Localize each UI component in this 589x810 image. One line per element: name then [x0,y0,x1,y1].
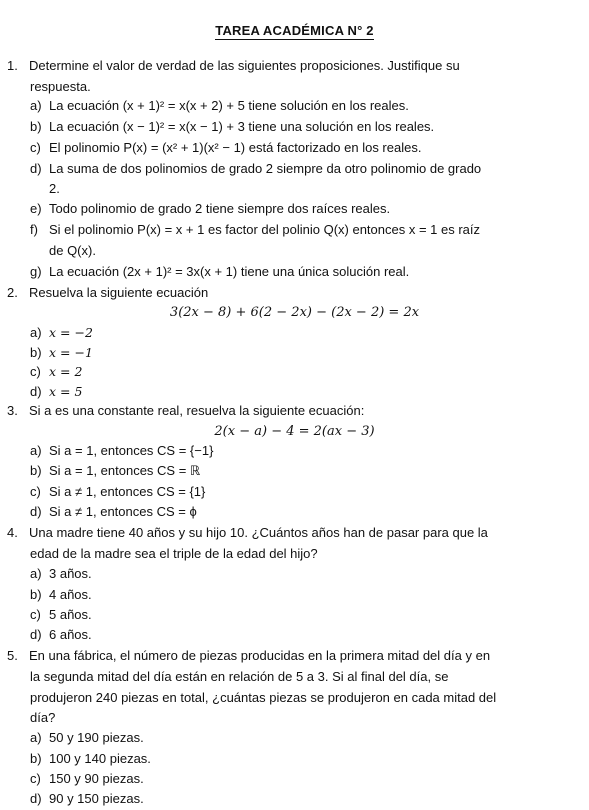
question-number: 5. [7,648,18,663]
option-item [30,604,530,625]
option-letter: d) [30,791,42,806]
question-text-continued: edad de la madre sea el triple de la edad del hijo? [30,546,318,561]
question-4 [7,522,527,543]
question-5 [7,645,527,666]
question-number: 1. [7,58,18,73]
equation: 2(x − a) − 4 = 2(ax − 3) [214,424,375,439]
option-letter: c) [30,140,41,155]
question-1 [7,55,527,76]
option-letter: e) [30,201,42,216]
option-text: 100 y 140 piezas. [49,751,151,766]
option-item [30,322,530,343]
option-text: El polinomio P(x) = (x² + 1)(x² − 1) está factorizado en los reales. [49,140,422,155]
option-text: 5 años. [49,607,92,622]
option-item [30,440,530,461]
option-item [30,158,530,179]
option-item [30,624,530,645]
option-letter: b) [30,751,42,766]
question-text: En una fábrica, el número de piezas producidas en la primera mitad del día y en [29,648,491,663]
option-letter: d) [30,504,42,519]
option-text: x = 5 [49,384,83,399]
option-letter: d) [30,161,42,176]
option-letter: a) [30,730,42,745]
option-text: Si el polinomio P(x) = x + 1 es factor del polinio Q(x) entonces x = 1 es raíz [49,222,481,237]
option-item [30,219,530,240]
option-item [30,261,530,282]
option-item [30,460,530,481]
option-text-continued [30,240,530,261]
option-text-continued [30,178,530,199]
question-text-continued: día? [30,710,56,725]
option-letter: b) [30,119,42,134]
option-text: 6 años. [49,627,92,642]
option-letter: b) [30,463,42,478]
option-item [30,137,530,158]
option-letter: d) [30,384,42,399]
option-item [30,481,530,502]
option-text: La ecuación (x − 1)² = x(x − 1) + 3 tiene una solución en los reales. [49,119,435,134]
equation: 3(2x − 8) + 6(2 − 2x) − (2x − 2) = 2x [169,305,420,320]
option-text: La ecuación (2x + 1)² = 3x(x + 1) tiene una única solución real. [49,264,410,279]
question-text: Una madre tiene 40 años y su hijo 10. ¿Cuántos años han de pasar para que la [29,525,488,540]
option-item [30,563,530,584]
page-title [0,23,589,38]
question-text: Resuelva la siguiente ecuación [29,285,209,300]
option-text: 50 y 190 piezas. [49,730,144,745]
option-letter: a) [30,98,42,113]
option-text: La ecuación (x + 1)² = x(x + 2) + 5 tiene solución en los reales. [49,98,409,113]
question-number: 3. [7,403,18,418]
option-letter: f) [30,222,38,237]
option-item [30,768,530,789]
option-text: x = 2 [49,364,83,379]
option-letter: a) [30,443,42,458]
option-text: Todo polinomio de grado 2 tiene siempre dos raíces reales. [49,201,391,216]
option-letter: g) [30,264,42,279]
question-text-continued: la segunda mitad del día están en relación de 5 a 3. Si al final del día, se [30,669,449,684]
option-letter: b) [30,345,42,360]
option-letter: c) [30,484,41,499]
option-letter: a) [30,325,42,340]
option-item [30,361,530,382]
option-letter: a) [30,566,42,581]
option-item [30,342,530,363]
option-text-continued-text: 2. [49,181,60,196]
option-item [30,584,530,605]
page-title-text: TAREA ACADÉMICA N° 2 [215,23,374,38]
option-text: Si a ≠ 1, entonces CS = ϕ [49,504,197,519]
option-text: x = −1 [49,345,93,360]
option-text: 150 y 90 piezas. [49,771,144,786]
option-letter: d) [30,627,42,642]
option-item [30,116,530,137]
option-letter: c) [30,771,41,786]
question-text: Si a es una constante real, resuelva la siguiente ecuación: [29,403,365,418]
option-item [30,501,530,522]
option-letter: c) [30,607,41,622]
option-item [30,95,530,116]
question-text-continued: respuesta. [30,79,91,94]
option-text: 4 años. [49,587,92,602]
option-item [30,788,530,809]
option-text: Si a = 1, entonces CS = {−1} [49,443,214,458]
option-text: Si a = 1, entonces CS = ℝ [49,463,201,478]
question-number: 4. [7,525,18,540]
option-item [30,198,530,219]
option-text: 3 años. [49,566,92,581]
option-text: x = −2 [49,325,93,340]
option-item [30,381,530,402]
option-letter: b) [30,587,42,602]
option-text-continued-text: de Q(x). [49,243,96,258]
question-text: Determine el valor de verdad de las siguientes proposiciones. Justifique su [29,58,460,73]
option-item [30,748,530,769]
question-number: 2. [7,285,18,300]
option-letter: c) [30,364,41,379]
option-item [30,727,530,748]
option-text: La suma de dos polinomios de grado 2 siempre da otro polinomio de grado [49,161,482,176]
question-text-continued: produjeron 240 piezas en total, ¿cuántas piezas se produjeron en cada mitad del [30,690,497,705]
option-text: 90 y 150 piezas. [49,791,144,806]
question-2 [7,282,527,303]
question-3 [7,400,527,421]
option-text: Si a ≠ 1, entonces CS = {1} [49,484,206,499]
